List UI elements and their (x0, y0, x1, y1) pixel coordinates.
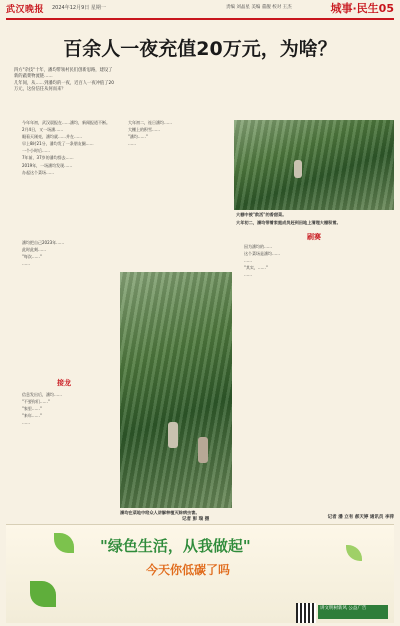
paragraph: 2019年，一场潘均发现…… (22, 162, 73, 168)
paragraph: 大年初二，连日潘均…… (128, 120, 172, 125)
paragraph: 此时此刻…… (22, 247, 46, 253)
paragraph: 信息发出后，潘均…… (22, 392, 62, 397)
photo-snow-greenhouse (234, 120, 394, 210)
photo-caption-1: 潘均在菜地中给众人讲解种植灭除病虫害。 (120, 510, 200, 515)
article-column-1c (14, 392, 114, 427)
paragraph: 这个菜场是潘均…… (244, 251, 280, 257)
ad-badge: 讲文明树新风 公益广告 (318, 605, 388, 619)
photo-caption-2b: 大棚中被"救活"的香甜菜。 (236, 212, 287, 217)
photo-person (168, 422, 178, 448)
article-column-1 (14, 120, 114, 177)
ad-title-sub: 今天你低碳了吗 (146, 563, 231, 577)
paragraph: "每次……" (22, 254, 42, 260)
photo-byline-1: 记者 彭 瑞 摄 (182, 517, 210, 522)
subhead-shuasai: 刷赛 (307, 233, 321, 241)
paragraph: "潘均……" (128, 134, 148, 140)
paragraph: 2月4日，又一场潘…… (22, 127, 64, 133)
leaf-icon (346, 545, 362, 561)
public-service-ad (6, 524, 394, 623)
page-header (6, 0, 394, 20)
photo-farmers-greenhouse (120, 272, 232, 508)
paragraph: 潘均把自己2023年…… (22, 240, 65, 245)
paragraph: 眼看天刚亮，潘均就……并在…… (22, 134, 82, 140)
subhead-jielong: 接龙 (57, 379, 71, 387)
photo-caption-2: 大年初二，潘均带着家庭成员赶到田地上清理大棚积雪。 (236, 220, 341, 225)
photo-person (198, 437, 208, 463)
article-lead: 四方"杂技"十年，潘均带领村民们创新思路，建设了新的蔬菜物流链…… 几年间，从……到潘均的一夜，近百人一夜冲值了20万元，这份信任从何而来？ (14, 68, 114, 93)
issue-date: 2024年12月9日 星期一 (52, 5, 106, 11)
article-column-1b (14, 240, 114, 268)
paragraph: …… (22, 261, 30, 267)
paragraph: 因为潘均的…… (244, 244, 272, 249)
paragraph: 大棚上的积雪…… (128, 127, 160, 133)
paragraph: "不要你们……" (22, 399, 50, 405)
leaf-icon (30, 581, 56, 607)
paragraph: "其实，……" (244, 265, 268, 271)
leaf-icon (54, 533, 74, 553)
masthead-logo: 武汉晚报 (6, 5, 45, 15)
ad-title-main: "绿色生活，从我做起" (100, 537, 251, 555)
paragraph: …… (22, 420, 30, 426)
paragraph: 一个小时后…… (22, 148, 50, 154)
article-column-3 (236, 244, 394, 279)
paragraph: …… (244, 272, 252, 278)
photo-person (294, 160, 302, 178)
article-headline: 百余人一夜充值20万元，为啥？ (63, 38, 337, 60)
paragraph: 早上8时21分，潘均发了一条朋友圈…… (22, 141, 94, 147)
photo-texture (120, 272, 232, 508)
paragraph: …… (244, 258, 252, 264)
paragraph: …… (128, 141, 136, 147)
paragraph: 办起这个菜场…… (22, 169, 54, 175)
paragraph: "家里……" (22, 406, 42, 412)
editor-credits: 责编 刘晶星 美编 董靓 校对 王杰 (226, 5, 292, 10)
article-byline: 记者 潘 立有 郝天婷 通讯员 李萍 (327, 515, 394, 520)
photo-texture (234, 120, 394, 210)
qr-code-icon (296, 603, 316, 623)
section-title: 城事·民生05 (330, 2, 394, 15)
paragraph: 今年年初，武汉晨报在……潘均，新闻报道不断。 (22, 120, 110, 125)
paragraph: "来年……" (22, 413, 42, 419)
paragraph: 7年前，37岁的潘均辞去…… (22, 155, 74, 161)
article-column-2 (120, 120, 230, 148)
